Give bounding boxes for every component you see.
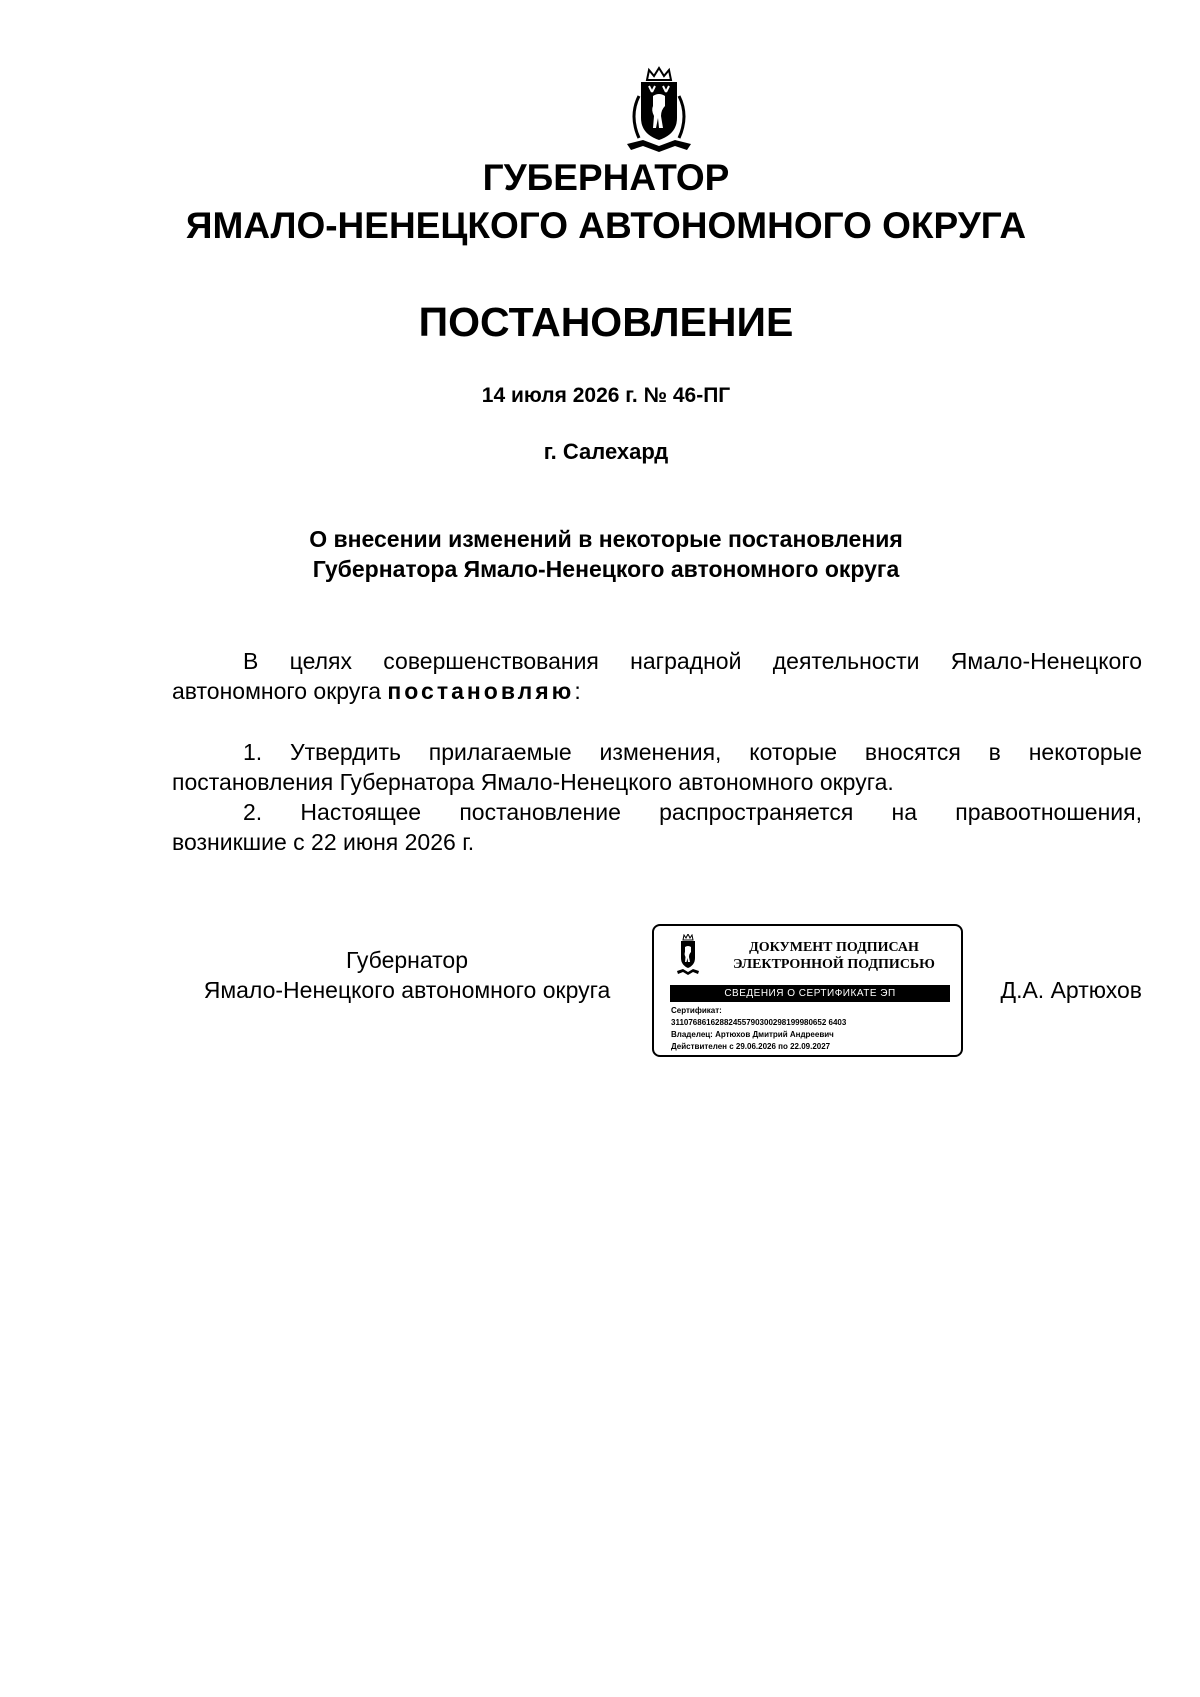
signatory-position <box>172 945 642 1005</box>
stamp-title <box>714 939 954 973</box>
signatory-position-line2: Ямало-Ненецкого автономного округа <box>203 977 611 1003</box>
coat-of-arms-icon <box>619 66 699 156</box>
signatory-position-line1: Губернатор <box>345 947 469 973</box>
intro-paragraph <box>172 646 1142 706</box>
document-type: ПОСТАНОВЛЕНИЕ <box>418 299 794 345</box>
item2-line2: возникшие с 22 июня 2026 г. <box>172 829 475 855</box>
document-date-number: 14 июля 2026 г. № 46-ПГ <box>481 384 731 407</box>
subject-line2: Губернатора Ямало-Ненецкого автономного округа <box>312 556 900 582</box>
item2-line1: 2. Настоящее постановление распространяется на правоотношения, <box>243 799 1142 825</box>
stamp-certificate-bar: СВЕДЕНИЯ О СЕРТИФИКАТЕ ЭП <box>670 985 950 1002</box>
item-2-paragraph <box>172 797 1142 857</box>
subject-line1: О внесении изменений в некоторые постановления <box>309 526 903 552</box>
coat-of-arms-icon <box>674 934 702 976</box>
issuer-title-line1: ГУБЕРНАТОР <box>482 157 730 198</box>
intro-prefix: автономного округа <box>172 678 388 704</box>
certificate-owner: Владелец: Артюхов Дмитрий Андреевич <box>671 1030 834 1039</box>
item1-line1: 1. Утвердить прилагаемые изменения, которые вносятся в некоторые <box>243 739 1142 765</box>
document-city: г. Салехард <box>543 439 669 464</box>
intro-line2 <box>172 676 1142 706</box>
issuer-title-line2: ЯМАЛО-НЕНЕЦКОГО АВТОНОМНОГО ОКРУГА <box>185 205 1027 246</box>
item-1-paragraph <box>172 737 1142 797</box>
intro-line1: В целях совершенствования наградной деятельности Ямало-Ненецкого <box>243 648 1142 674</box>
stamp-certificate-info <box>671 1005 956 1053</box>
document-subject <box>0 524 1200 584</box>
stamp-title-line2: ЭЛЕКТРОННОЙ ПОДПИСЬЮ <box>733 957 935 972</box>
item1-line2: постановления Губернатора Ямало-Ненецкого автономного округа. <box>172 769 894 795</box>
certificate-validity: Действителен с 29.06.2026 по 22.09.2027 <box>671 1042 831 1051</box>
signatory-name: Д.А. Артюхов <box>1000 977 1142 1003</box>
certificate-number: 31107686162882455790300298199980652 6403 <box>671 1018 847 1027</box>
stamp-title-line1: ДОКУМЕНТ ПОДПИСАН <box>749 940 919 955</box>
e-signature-stamp <box>652 924 963 1057</box>
intro-keyword: постановляю <box>387 678 575 704</box>
intro-suffix: : <box>574 678 581 704</box>
certificate-label: Сертификат: <box>671 1006 722 1015</box>
